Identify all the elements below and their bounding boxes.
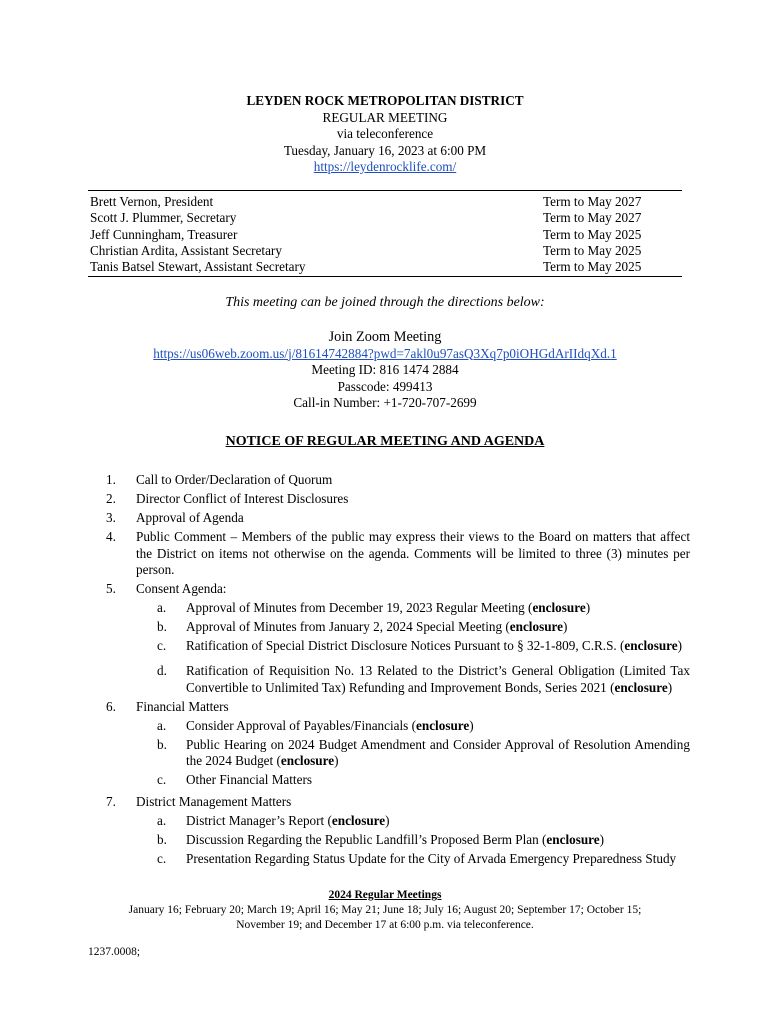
agenda-number: 6.	[106, 698, 116, 714]
meeting-header	[0, 93, 770, 176]
agenda-item	[106, 794, 690, 811]
regular-meetings-line: January 16; February 20; March 19; April 16; May 21; June 18; July 16; August 20; September 17; October 15;	[128, 904, 642, 916]
agenda-text: District Management Matters	[136, 794, 292, 809]
subitem-letter: a.	[157, 600, 167, 615]
regular-meetings-line: November 19; and December 17 at 6:00 p.m. via teleconference.	[236, 919, 534, 931]
board-member-term: Term to May 2027	[543, 194, 642, 209]
agenda-subitem	[152, 851, 690, 868]
document-code: 1237.0008;	[88, 946, 141, 958]
divider-bottom	[88, 276, 682, 277]
zoom-meeting-id: Meeting ID: 816 1474 2884	[311, 362, 459, 377]
subitem-text: District Manager’s Report (enclosure)	[186, 813, 390, 828]
meeting-datetime: Tuesday, January 16, 2023 at 6:00 PM	[283, 142, 487, 158]
board-row	[90, 243, 645, 259]
subitem-text: Discussion Regarding the Republic Landfill’s Proposed Berm Plan (enclosure)	[186, 832, 605, 847]
board-row	[90, 210, 645, 226]
agenda-text: Director Conflict of Interest Disclosures	[136, 491, 349, 506]
meeting-type: REGULAR MEETING	[322, 109, 448, 125]
agenda-subitem	[152, 663, 690, 696]
agenda-subitem	[152, 718, 690, 735]
subitem-letter: d.	[157, 663, 167, 678]
notice-title: NOTICE OF REGULAR MEETING AND AGENDA	[225, 434, 545, 449]
agenda-number: 7.	[106, 794, 116, 809]
subitem-text: Ratification of Special District Disclosure Notices Pursuant to § 32-1-809, C.R.S. (enclosure)	[186, 638, 683, 653]
subitem-text: Consider Approval of Payables/Financials (enclosure)	[186, 717, 474, 733]
subitem-text: Approval of Minutes from December 19, 2023 Regular Meeting (enclosure)	[186, 600, 591, 615]
subitem-letter: c.	[157, 638, 167, 653]
agenda-subitem	[152, 813, 690, 830]
subitem-letter: c.	[157, 772, 167, 787]
agenda-item	[106, 529, 690, 579]
agenda-text: Call to Order/Declaration of Quorum	[136, 472, 333, 487]
subitem-text: Other Financial Matters	[186, 772, 312, 787]
join-directions: This meeting can be joined through the directions below:	[225, 295, 545, 310]
subitem-letter: b.	[157, 736, 167, 752]
board-member-name: Tanis Batsel Stewart, Assistant Secretary	[90, 259, 306, 275]
zoom-call-in: Call-in Number: +1-720-707-2699	[293, 395, 477, 410]
subitem-letter: c.	[157, 851, 167, 866]
subitem-text: Public Hearing on 2024 Budget Amendment and Consider Approval of Resolution Amending the 2024 Budget (enclosure)	[186, 736, 690, 768]
board-member-term: Term to May 2027	[543, 210, 642, 226]
agenda-item	[106, 491, 690, 508]
agenda-text: Approval of Agenda	[136, 510, 244, 525]
agenda-subitem	[152, 619, 690, 636]
board-member-term: Term to May 2025	[543, 242, 642, 258]
divider-top	[88, 190, 682, 191]
agenda-subitem	[152, 832, 690, 849]
board-member-term: Term to May 2025	[543, 226, 642, 242]
agenda-item	[106, 699, 690, 716]
meeting-via: via teleconference	[336, 126, 434, 141]
regular-meetings-title: 2024 Regular Meetings	[328, 889, 442, 901]
agenda-subitem	[152, 772, 690, 789]
zoom-title: Join Zoom Meeting	[328, 329, 442, 345]
board-row	[90, 227, 645, 243]
board-member-name: Jeff Cunningham, Treasurer	[90, 226, 238, 242]
agenda-item	[106, 581, 690, 598]
agenda-subitem	[152, 600, 690, 617]
board-member-name: Scott J. Plummer, Secretary	[90, 210, 237, 226]
subitem-letter: a.	[157, 813, 167, 828]
subitem-letter: b.	[157, 619, 167, 634]
agenda-subitem	[152, 638, 690, 655]
zoom-link[interactable]: https://us06web.zoom.us/j/81614742884?pwd=7akl0u97asQ3Xq7p0iOHGdArIIdqXd.1	[153, 345, 617, 361]
zoom-info	[0, 329, 770, 412]
agenda-number: 1.	[106, 472, 116, 487]
subitem-letter: a.	[157, 717, 167, 733]
subitem-text: Presentation Regarding Status Update for the City of Arvada Emergency Preparedness Study	[186, 851, 677, 866]
subitem-text: Ratification of Requisition No. 13 Related to the District’s General Obligation (Limited Tax Convertible to Unlimited Tax) Refunding and Improvement Bonds, Series 2021 (enclosure)	[186, 663, 690, 695]
subitem-letter: b.	[157, 832, 167, 847]
agenda-number: 4.	[106, 529, 116, 544]
agenda-number: 5.	[106, 581, 116, 596]
agenda-item	[106, 510, 690, 527]
zoom-passcode: Passcode: 499413	[337, 378, 433, 394]
subitem-text: Approval of Minutes from January 2, 2024 Special Meeting (enclosure)	[186, 619, 568, 634]
agenda-list	[106, 472, 690, 870]
agenda-text: Public Comment – Members of the public may express their views to the Board on matters that affect the District on items not otherwise on the agenda. Comments will be limited to three (3) minutes per person.	[136, 529, 690, 577]
district-name: LEYDEN ROCK METROPOLITAN DISTRICT	[246, 93, 524, 108]
agenda-text: Financial Matters	[136, 698, 229, 714]
board-member-term: Term to May 2025	[543, 259, 642, 275]
agenda-number: 3.	[106, 510, 116, 525]
board-member-name: Brett Vernon, President	[90, 194, 214, 209]
website-link[interactable]: https://leydenrocklife.com/	[313, 159, 457, 174]
agenda-number: 2.	[106, 491, 116, 506]
board-row	[90, 259, 645, 275]
board-row	[90, 194, 645, 210]
board-member-name: Christian Ardita, Assistant Secretary	[90, 242, 282, 258]
agenda-item	[106, 472, 690, 489]
board-list	[90, 194, 645, 275]
agenda-text: Consent Agenda:	[136, 581, 227, 596]
agenda-subitem	[152, 737, 690, 770]
regular-meetings	[0, 888, 770, 933]
